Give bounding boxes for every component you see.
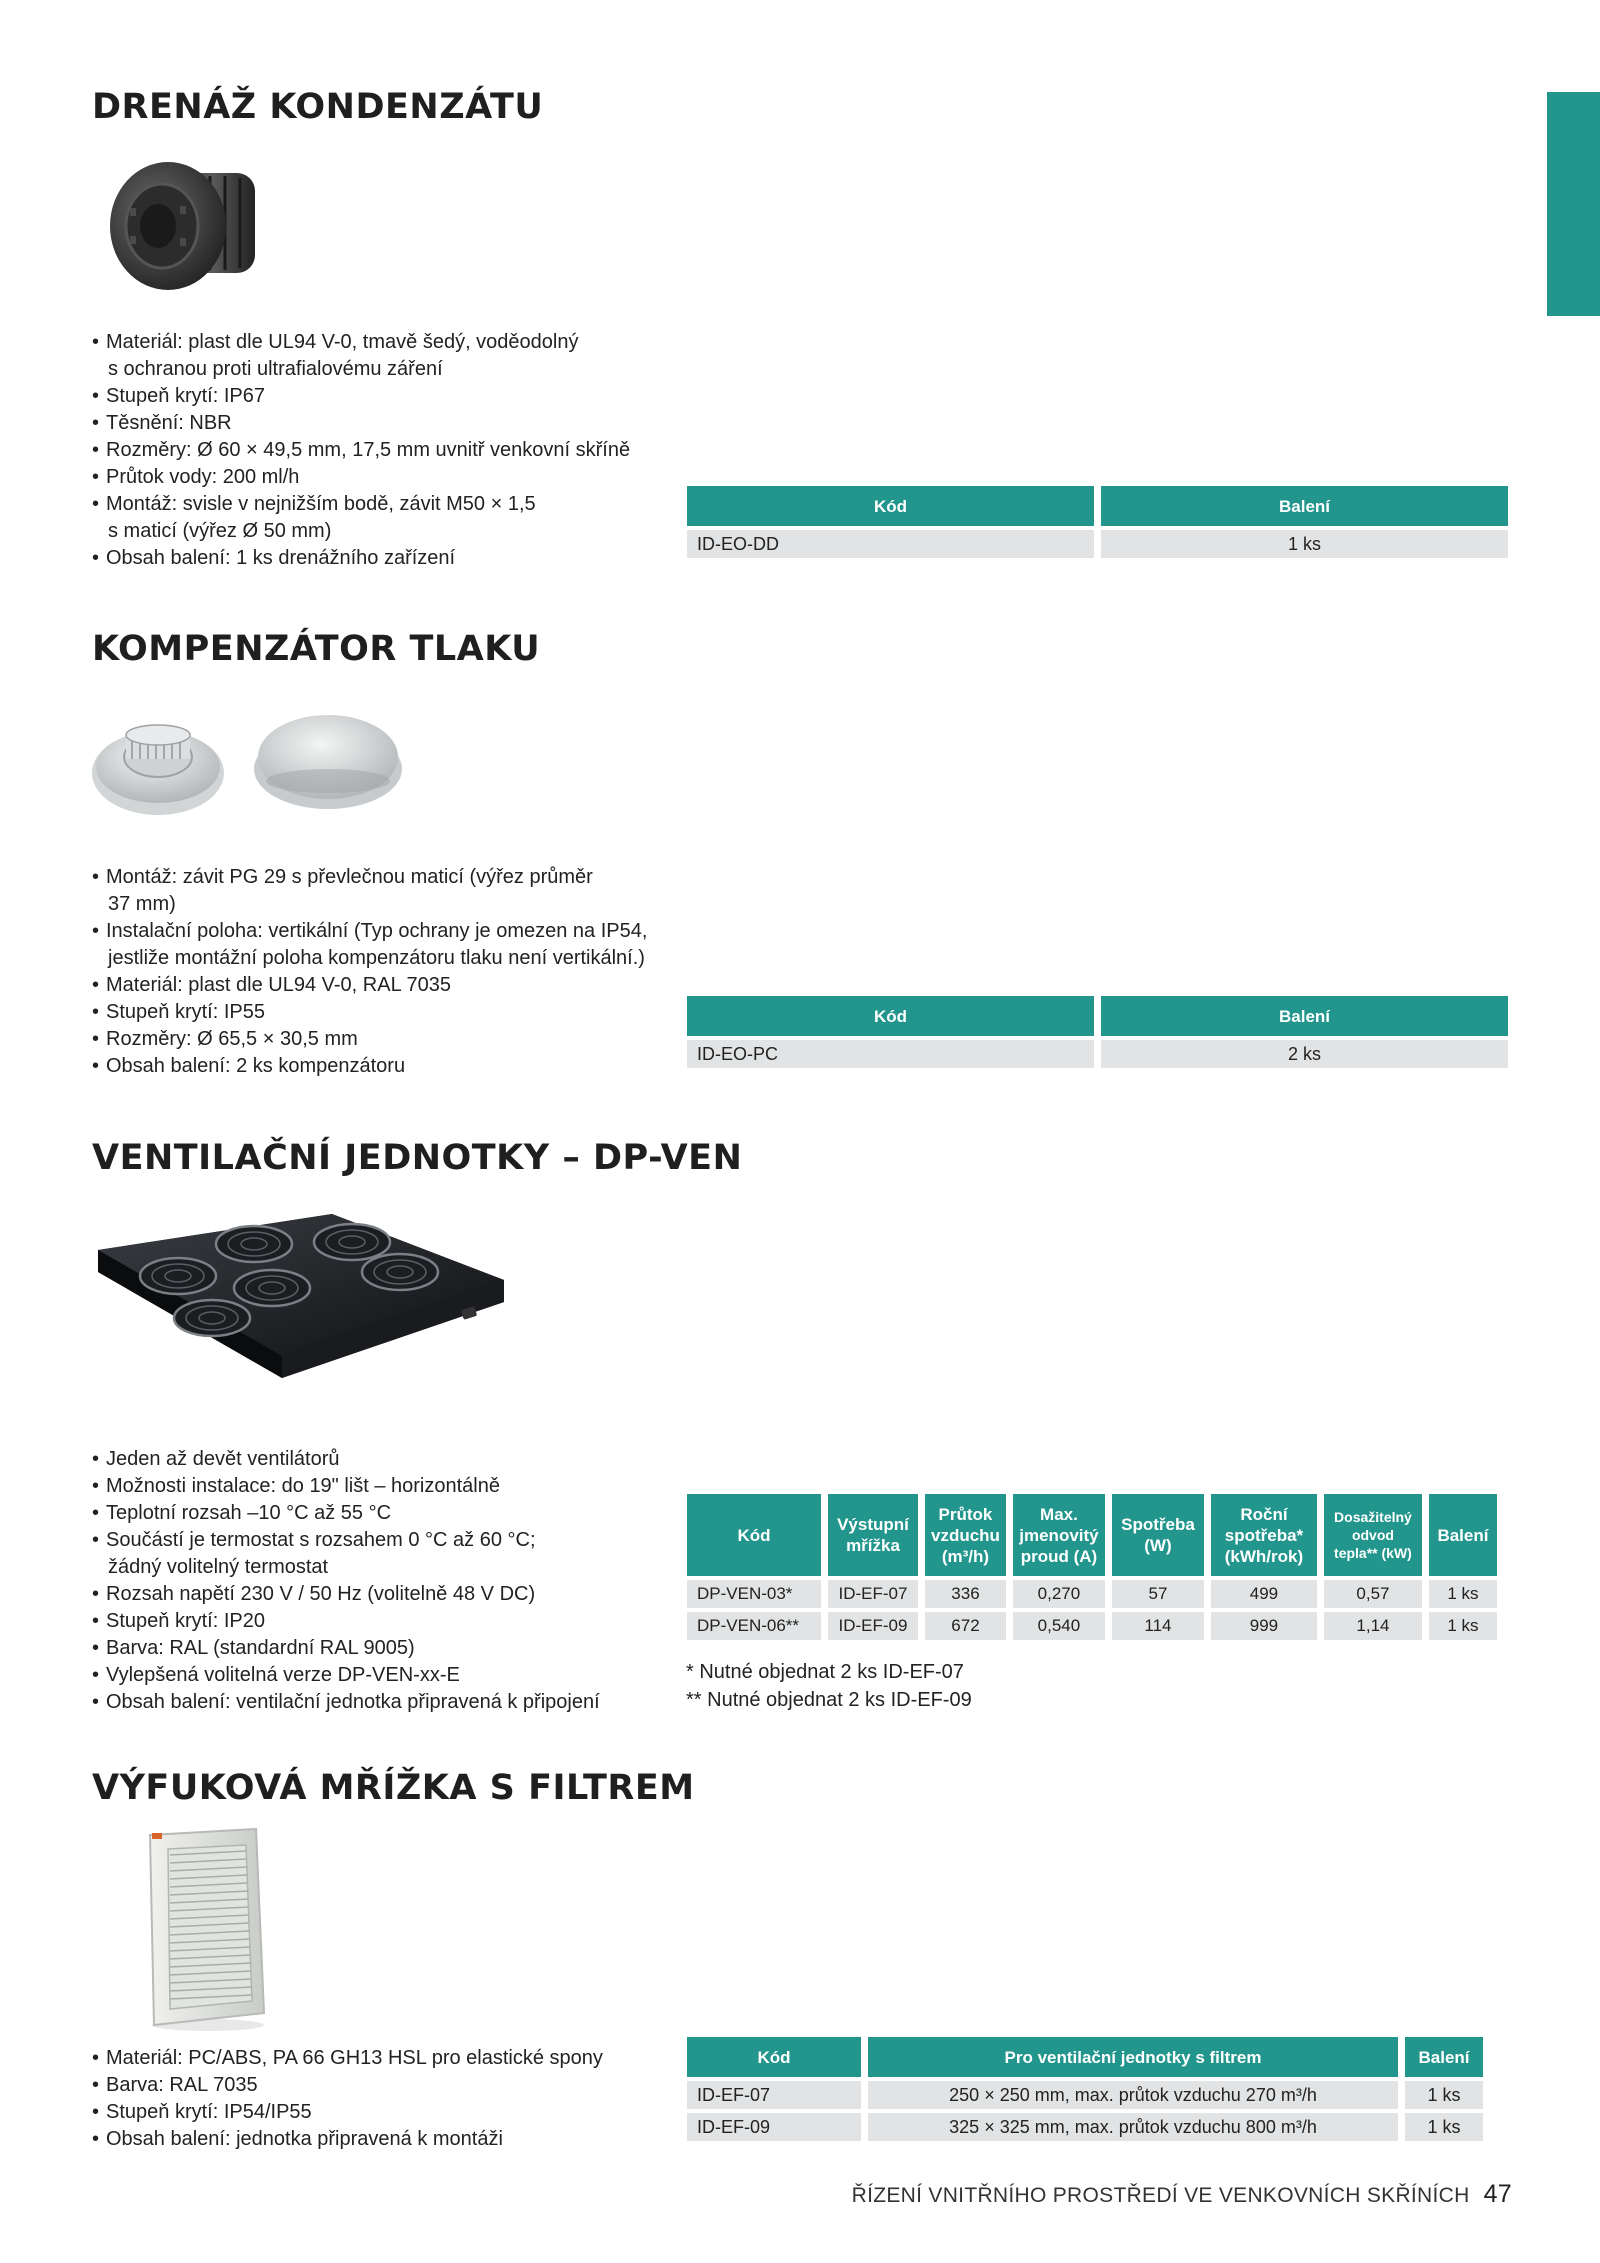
- page-footer: [852, 2180, 1512, 2209]
- feature-item: • Těsnění: NBR: [92, 410, 630, 437]
- cell-rocni: 999: [1211, 1612, 1317, 1640]
- footer-title: ŘÍZENÍ VNITŘNÍHO PROSTŘEDÍ VE VENKOVNÍCH SKŘÍNÍCH: [851, 2184, 1470, 2207]
- cell-spotreba: 114: [1112, 1612, 1204, 1640]
- ventilacni-features: [92, 1446, 600, 1716]
- section-title-drenaz: DRENÁŽ KONDENZÁTU: [92, 87, 544, 127]
- cell-odvod: 1,14: [1324, 1612, 1422, 1640]
- feature-item: • Teplotní rozsah –10 °C až 55 °C: [92, 1500, 600, 1527]
- col-header-kod: Kód: [687, 2037, 861, 2077]
- pressure-compensator-image: [90, 705, 410, 830]
- col-header-baleni: Balení: [1405, 2037, 1483, 2077]
- feature-item: • Barva: RAL (standardní RAL 9005): [92, 1635, 600, 1662]
- section-title-ventilacni: VENTILAČNÍ JEDNOTKY – DP-VEN: [92, 1138, 743, 1178]
- feature-item: • Jeden až devět ventilátorů: [92, 1446, 600, 1473]
- col-header-baleni: Balení: [1429, 1494, 1497, 1576]
- kompenzator-table: [680, 992, 1515, 1072]
- table-row: [687, 1580, 1497, 1608]
- table-row: [687, 2081, 1483, 2109]
- filter-grille-image: [140, 1825, 270, 2035]
- feature-item: • Materiál: plast dle UL94 V-0, RAL 7035: [92, 972, 647, 999]
- feature-item: • Stupeň krytí: IP20: [92, 1608, 600, 1635]
- col-header-rocni-spotreba: Roční spotřeba* (kWh/rok): [1211, 1494, 1317, 1576]
- feature-item: • Montáž: svisle v nejnižším bodě, závit M50 × 1,5 s maticí (výřez Ø 50 mm): [92, 491, 630, 545]
- feature-item: • Obsah balení: jednotka připravená k montáži: [92, 2126, 603, 2153]
- cell-kod: DP-VEN-06**: [687, 1612, 821, 1640]
- fan-unit-image: [92, 1210, 508, 1380]
- section-title-vyfukova: VÝFUKOVÁ MŘÍŽKA S FILTREM: [92, 1768, 695, 1808]
- cell-prutok: 336: [925, 1580, 1006, 1608]
- ventilacni-table: [680, 1490, 1504, 1644]
- cell-mrizka: ID-EF-07: [828, 1580, 918, 1608]
- table-row: [687, 1612, 1497, 1640]
- feature-item: • Montáž: závit PG 29 s převlečnou maticí (výřez průměr 37 mm): [92, 864, 647, 918]
- feature-item: • Materiál: plast dle UL94 V-0, tmavě šedý, voděodolný s ochranou proti ultrafialovému záření: [92, 329, 630, 383]
- feature-item: • Instalační poloha: vertikální (Typ ochrany je omezen na IP54, jestliže montážní poloha kompenzátoru tlaku není vertikální.): [92, 918, 647, 972]
- feature-item: • Vylepšená volitelná verze DP-VEN-xx-E: [92, 1662, 600, 1689]
- cell-kod: ID-EF-07: [687, 2081, 861, 2109]
- cell-baleni: 2 ks: [1101, 1040, 1508, 1068]
- page-number: 47: [1483, 2180, 1512, 2208]
- cell-rocni: 499: [1211, 1580, 1317, 1608]
- col-header-baleni: Balení: [1101, 486, 1508, 526]
- col-header-baleni: Balení: [1101, 996, 1508, 1036]
- cell-kod: ID-EF-09: [687, 2113, 861, 2141]
- feature-item: • Obsah balení: 2 ks kompenzátoru: [92, 1053, 647, 1080]
- vyfukova-table: [680, 2033, 1490, 2145]
- feature-item: • Barva: RAL 7035: [92, 2072, 603, 2099]
- feature-item: • Stupeň krytí: IP67: [92, 383, 630, 410]
- col-header-pro-jednotky: Pro ventilační jednotky s filtrem: [868, 2037, 1398, 2077]
- col-header-spotreba: Spotřeba (W): [1112, 1494, 1204, 1576]
- col-header-max-proud: Max. jmenovitý proud (A): [1013, 1494, 1105, 1576]
- drenaz-features: [92, 329, 630, 572]
- feature-item: • Průtok vody: 200 ml/h: [92, 464, 630, 491]
- table-row: [687, 530, 1508, 558]
- cell-prutok: 672: [925, 1612, 1006, 1640]
- col-header-vystupni-mrizka: Výstupní mřížka: [828, 1494, 918, 1576]
- col-header-prutok: Průtok vzduchu (m³/h): [925, 1494, 1006, 1576]
- feature-item: • Rozsah napětí 230 V / 50 Hz (volitelně 48 V DC): [92, 1581, 600, 1608]
- cell-popis: 325 × 325 mm, max. průtok vzduchu 800 m³/h: [868, 2113, 1398, 2141]
- feature-item: • Stupeň krytí: IP55: [92, 999, 647, 1026]
- drain-image: [100, 148, 270, 303]
- drenaz-table: [680, 482, 1515, 562]
- col-header-kod: Kód: [687, 996, 1094, 1036]
- cell-baleni: 1 ks: [1101, 530, 1508, 558]
- cell-baleni: 1 ks: [1429, 1580, 1497, 1608]
- chapter-tab: [1547, 92, 1600, 316]
- cell-kod: ID-EO-DD: [687, 530, 1094, 558]
- feature-item: • Materiál: PC/ABS, PA 66 GH13 HSL pro elastické spony: [92, 2045, 603, 2072]
- feature-item: • Stupeň krytí: IP54/IP55: [92, 2099, 603, 2126]
- feature-item: • Možnosti instalace: do 19" lišt – horizontálně: [92, 1473, 600, 1500]
- cell-popis: 250 × 250 mm, max. průtok vzduchu 270 m³/h: [868, 2081, 1398, 2109]
- table-row: [687, 1040, 1508, 1068]
- cell-kod: DP-VEN-03*: [687, 1580, 821, 1608]
- section-title-kompenzator: KOMPENZÁTOR TLAKU: [92, 629, 541, 669]
- cell-baleni: 1 ks: [1405, 2081, 1483, 2109]
- feature-item: • Rozměry: Ø 65,5 × 30,5 mm: [92, 1026, 647, 1053]
- feature-item: • Součástí je termostat s rozsahem 0 °C až 60 °C; žádný volitelný termostat: [92, 1527, 600, 1581]
- kompenzator-features: [92, 864, 647, 1080]
- feature-item: • Obsah balení: 1 ks drenážního zařízení: [92, 545, 630, 572]
- cell-proud: 0,270: [1013, 1580, 1105, 1608]
- cell-odvod: 0,57: [1324, 1580, 1422, 1608]
- cell-baleni: 1 ks: [1429, 1612, 1497, 1640]
- cell-kod: ID-EO-PC: [687, 1040, 1094, 1068]
- cell-mrizka: ID-EF-09: [828, 1612, 918, 1640]
- footnote-1: * Nutné objednat 2 ks ID-EF-07: [686, 1661, 964, 1683]
- cell-proud: 0,540: [1013, 1612, 1105, 1640]
- col-header-odvod-tepla: Dosažitelný odvod tepla** (kW): [1324, 1494, 1422, 1576]
- cell-baleni: 1 ks: [1405, 2113, 1483, 2141]
- col-header-kod: Kód: [687, 486, 1094, 526]
- footnote-2: ** Nutné objednat 2 ks ID-EF-09: [686, 1689, 972, 1711]
- table-row: [687, 2113, 1483, 2141]
- cell-spotreba: 57: [1112, 1580, 1204, 1608]
- col-header-kod: Kód: [687, 1494, 821, 1576]
- feature-item: • Rozměry: Ø 60 × 49,5 mm, 17,5 mm uvnitř venkovní skříně: [92, 437, 630, 464]
- feature-item: • Obsah balení: ventilační jednotka připravená k připojení: [92, 1689, 600, 1716]
- vyfukova-features: [92, 2045, 603, 2153]
